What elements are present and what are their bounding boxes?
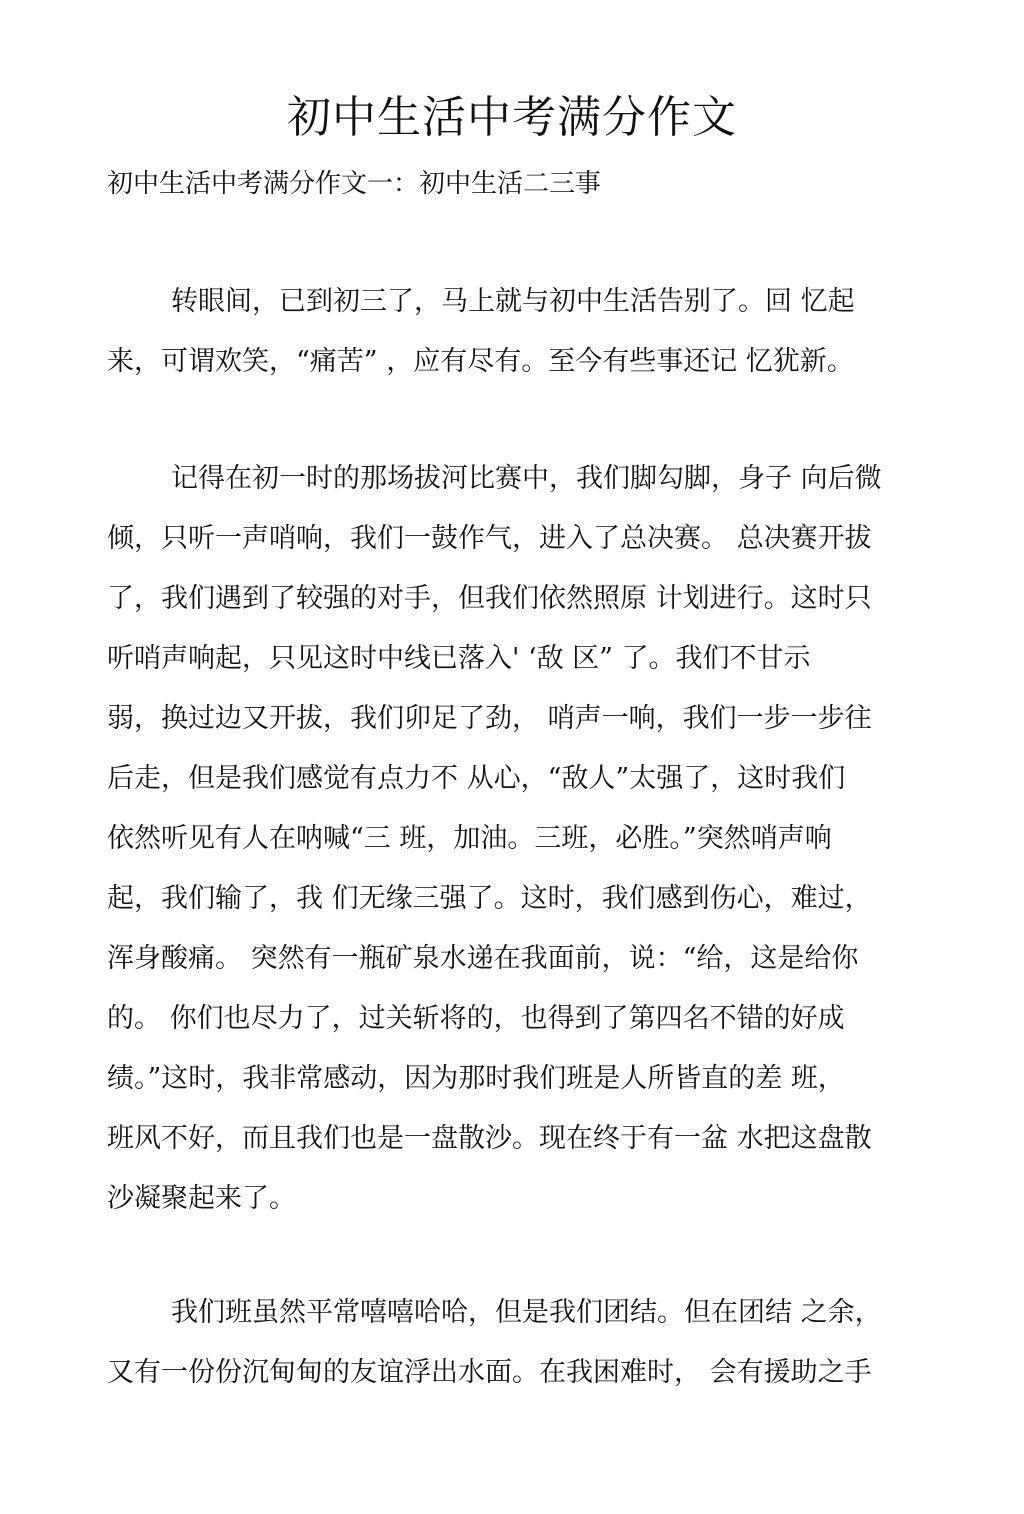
- paragraph-line: 又有一份份沉甸甸的友谊浮出水面。在我困难时， 会有援助之手: [107, 1357, 872, 1388]
- paragraph-line: 沙凝聚起来了。: [107, 1183, 296, 1214]
- document-title: 初中生活中考满分作文: [287, 92, 737, 143]
- paragraph-line: 来，可谓欢笑，“痛苦” ，应有尽有。至今有些事还记 忆犹新。: [107, 346, 854, 377]
- paragraph-line: 班风不好，而且我们也是一盘散沙。现在终于有一盆 水把这盘散: [107, 1123, 872, 1154]
- paragraph-line: 浑身酸痛。 突然有一瓶矿泉水递在我面前，说：“给，这是给你: [107, 943, 859, 974]
- paragraph-line: 倾，只听一声哨响，我们一鼓作气，进入了总决赛。 总决赛开拔: [107, 523, 872, 554]
- paragraph-line: 起，我们输了，我 们无缘三强了。这时，我们感到伤心，难过，: [107, 883, 872, 914]
- paragraph-line: 的。 你们也尽力了，过关斩将的，也得到了第四名不错的好成: [107, 1003, 845, 1034]
- paragraph-line: 我们班虽然平常嘻嘻哈哈，但是我们团结。但在团结 之余，: [171, 1297, 882, 1328]
- paragraph-line: 听哨声响起，只见这时中线已落入' ‘敌 区” 了。我们不甘示: [107, 643, 811, 674]
- paragraph-2: [107, 449, 907, 1229]
- paragraph-line: 转眼间，已到初三了，马上就与初中生活告别了。回 忆起: [171, 286, 855, 317]
- paragraph-line: 弱，换过边又开拔，我们卯足了劲， 哨声一响，我们一步一步往: [107, 703, 872, 734]
- paragraph-line: 了，我们遇到了较强的对手，但我们依然照原 计划进行。这时只: [107, 583, 872, 614]
- paragraph-line: 记得在初一时的那场拔河比赛中，我们脚勾脚，身子 向后微: [171, 463, 882, 494]
- document-subtitle: 初中生活中考满分作文一：初中生活二三事: [107, 169, 602, 199]
- paragraph-line: 后走，但是我们感觉有点力不 从心，“敌人”太强了，这时我们: [107, 763, 846, 794]
- paragraph-line: 依然听见有人在呐喊“三 班，加油。三班，必胜。”突然哨声响: [107, 823, 832, 854]
- paragraph-3: [107, 1283, 907, 1403]
- paragraph-line: 绩。”这时，我非常感动，因为那时我们班是人所皆直的差 班，: [107, 1063, 845, 1094]
- paragraph-1: [107, 272, 907, 392]
